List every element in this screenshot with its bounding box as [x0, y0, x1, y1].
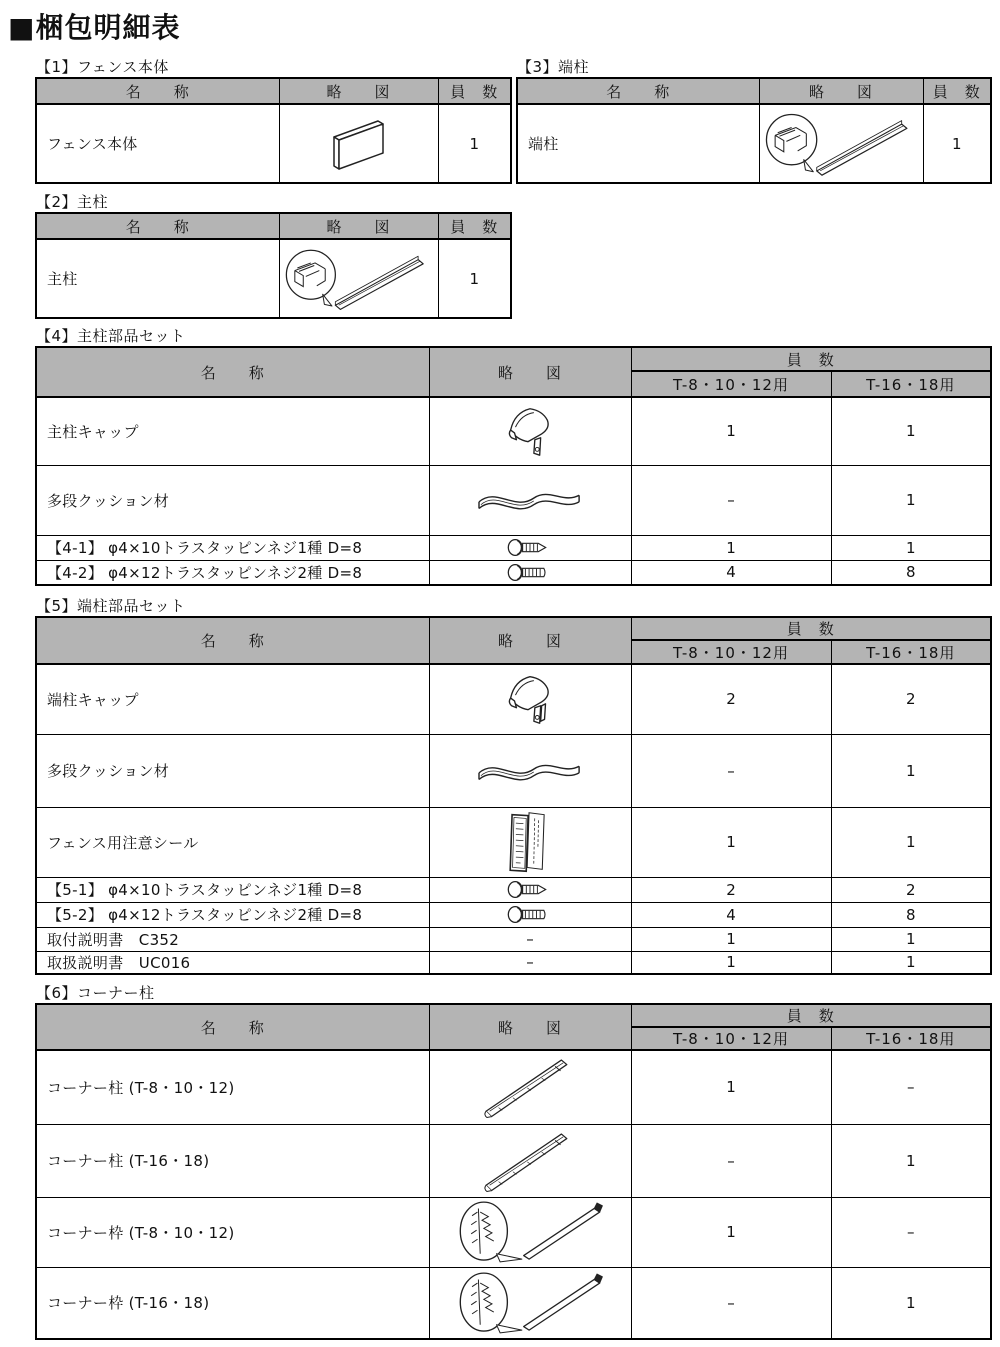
item-qty-cell: –	[631, 1124, 831, 1197]
table-row	[36, 734, 991, 807]
item-qty-cell: 2	[831, 664, 991, 734]
item-qty-cell: 2	[831, 877, 991, 902]
cushion-sketch-icon	[469, 483, 591, 517]
col-header-sketch: 略 図	[429, 347, 631, 397]
item-qty-cell: 4	[631, 902, 831, 927]
col-header-qty-t16: T-16・18用	[831, 640, 991, 664]
col-header-sketch: 略 図	[279, 213, 438, 239]
corner-post-sketch-icon	[471, 1052, 589, 1122]
table-caption-end-post: 【3】端柱	[517, 58, 590, 76]
post-sketch-icon	[763, 106, 919, 182]
item-qty-cell: 1	[631, 535, 831, 560]
table-row	[36, 951, 991, 974]
col-header-qty: 員 数	[923, 78, 991, 104]
col-header-sketch: 略 図	[279, 78, 438, 104]
item-name-cell: 【5-1】 φ4×10トラスタッピンネジ1種 D=8	[36, 877, 429, 902]
table-caption-fence-body: 【1】フェンス本体	[36, 58, 169, 76]
table-row	[36, 1267, 991, 1339]
item-qty-cell: 1	[831, 734, 991, 807]
item-qty-cell: 1	[631, 927, 831, 951]
table-row	[36, 902, 991, 927]
table-main-post	[35, 212, 512, 319]
item-name-cell: コーナー枠 (T-8・10・12)	[36, 1197, 429, 1267]
table-row	[36, 877, 991, 902]
corner-frame-sketch-icon	[444, 1270, 616, 1336]
item-name-cell: 主柱	[36, 239, 279, 318]
col-header-sketch: 略 図	[759, 78, 923, 104]
item-qty-cell: 8	[831, 560, 991, 585]
table-caption-main-post-parts: 【4】主柱部品セット	[36, 327, 186, 345]
col-header-name: 名 称	[36, 617, 429, 664]
item-sketch-cell	[429, 734, 631, 807]
item-qty-cell: 1	[831, 1124, 991, 1197]
item-qty-cell: 1	[831, 951, 991, 974]
item-sketch-cell	[429, 1197, 631, 1267]
table-row	[36, 1124, 991, 1197]
table-caption-end-post-parts: 【5】端柱部品セット	[36, 597, 186, 615]
col-header-qty-group: 員 数	[631, 347, 991, 371]
item-sketch-cell	[429, 1124, 631, 1197]
item-qty-cell: –	[831, 1197, 991, 1267]
item-name-cell: 【4-1】 φ4×10トラスタッピンネジ1種 D=8	[36, 535, 429, 560]
item-name-cell: 取付説明書 C352	[36, 927, 429, 951]
item-sketch-cell	[429, 807, 631, 877]
table-row	[36, 1197, 991, 1267]
table-row	[36, 465, 991, 535]
col-header-qty-t8: T-8・10・12用	[631, 371, 831, 397]
item-sketch-cell	[429, 397, 631, 465]
item-qty-cell: –	[631, 465, 831, 535]
post-sketch-icon	[283, 241, 435, 317]
table-row	[36, 560, 991, 585]
col-header-qty-t16: T-16・18用	[831, 371, 991, 397]
item-qty-cell: 1	[831, 1267, 991, 1339]
col-header-qty-t16: T-16・18用	[831, 1027, 991, 1050]
corner-post-sketch-icon	[471, 1126, 589, 1196]
screw-type1-sketch-icon	[506, 538, 554, 557]
table-corner-post	[35, 1003, 992, 1340]
item-qty-cell: 1	[631, 397, 831, 465]
item-sketch-cell	[759, 104, 923, 183]
item-qty-cell: 1	[438, 104, 511, 183]
table-row	[36, 239, 511, 318]
col-header-name: 名 称	[36, 213, 279, 239]
table-row	[36, 535, 991, 560]
table-end-post-parts	[35, 616, 992, 975]
item-qty-cell: 8	[831, 902, 991, 927]
table-fence-body	[35, 77, 512, 184]
item-qty-cell: 1	[631, 1197, 831, 1267]
item-sketch-cell	[429, 664, 631, 734]
table-row	[36, 1050, 991, 1124]
col-header-name: 名 称	[517, 78, 759, 104]
table-row	[36, 807, 991, 877]
table-row	[36, 104, 511, 183]
item-sketch-cell	[279, 239, 438, 318]
caution-sticker-sketch-icon	[503, 809, 557, 875]
item-qty-cell: 1	[631, 951, 831, 974]
item-name-cell: 多段クッション材	[36, 465, 429, 535]
table-row	[517, 104, 991, 183]
screw-type1-sketch-icon	[506, 880, 554, 899]
item-qty-cell: 1	[438, 239, 511, 318]
col-header-name: 名 称	[36, 347, 429, 397]
cap-sketch-icon	[499, 401, 561, 461]
table-end-post	[516, 77, 992, 184]
item-qty-cell: 1	[831, 535, 991, 560]
item-qty-cell: 1	[831, 807, 991, 877]
screw-type2-sketch-icon	[506, 905, 554, 924]
col-header-qty: 員 数	[438, 213, 511, 239]
item-sketch-cell	[429, 1267, 631, 1339]
table-main-post-parts	[35, 346, 992, 586]
item-name-cell: 端柱	[517, 104, 759, 183]
item-qty-cell: 4	[631, 560, 831, 585]
item-name-cell: コーナー柱 (T-8・10・12)	[36, 1050, 429, 1124]
item-sketch-cell	[429, 560, 631, 585]
item-name-cell: フェンス用注意シール	[36, 807, 429, 877]
item-qty-cell: 1	[631, 1050, 831, 1124]
item-name-cell: 取扱説明書 UC016	[36, 951, 429, 974]
col-header-name: 名 称	[36, 78, 279, 104]
item-name-cell: 多段クッション材	[36, 734, 429, 807]
item-name-cell: フェンス本体	[36, 104, 279, 183]
item-name-cell: 【4-2】 φ4×12トラスタッピンネジ2種 D=8	[36, 560, 429, 585]
table-caption-corner-post: 【6】コーナー柱	[36, 984, 155, 1002]
cap-sketch-icon	[499, 668, 561, 730]
item-sketch-cell	[429, 1050, 631, 1124]
table-row	[36, 927, 991, 951]
item-sketch-cell	[429, 465, 631, 535]
item-sketch-cell: –	[429, 951, 631, 974]
col-header-qty-group: 員 数	[631, 1004, 991, 1027]
item-qty-cell: –	[631, 1267, 831, 1339]
col-header-sketch: 略 図	[429, 1004, 631, 1050]
col-header-qty-t8: T-8・10・12用	[631, 1027, 831, 1050]
item-sketch-cell	[279, 104, 438, 183]
col-header-sketch: 略 図	[429, 617, 631, 664]
table-row	[36, 397, 991, 465]
cushion-sketch-icon	[469, 754, 591, 788]
item-qty-cell: 1	[631, 807, 831, 877]
item-sketch-cell	[429, 535, 631, 560]
item-sketch-cell	[429, 902, 631, 927]
page-title: ■梱包明細表	[8, 11, 181, 44]
item-sketch-cell	[429, 877, 631, 902]
item-qty-cell: 2	[631, 877, 831, 902]
item-qty-cell: –	[831, 1050, 991, 1124]
col-header-qty-group: 員 数	[631, 617, 991, 640]
screw-type2-sketch-icon	[506, 563, 554, 582]
item-qty-cell: 1	[831, 397, 991, 465]
item-qty-cell: –	[631, 734, 831, 807]
item-qty-cell: 1	[923, 104, 991, 183]
col-header-qty-t8: T-8・10・12用	[631, 640, 831, 664]
item-qty-cell: 2	[631, 664, 831, 734]
col-header-qty: 員 数	[438, 78, 511, 104]
item-name-cell: コーナー枠 (T-16・18)	[36, 1267, 429, 1339]
item-sketch-cell: –	[429, 927, 631, 951]
item-qty-cell: 1	[831, 927, 991, 951]
corner-frame-sketch-icon	[444, 1199, 616, 1265]
item-name-cell: 主柱キャップ	[36, 397, 429, 465]
table-caption-main-post: 【2】主柱	[36, 193, 109, 211]
table-row	[36, 664, 991, 734]
item-qty-cell: 1	[831, 465, 991, 535]
item-name-cell: 【5-2】 φ4×12トラスタッピンネジ2種 D=8	[36, 902, 429, 927]
item-name-cell: 端柱キャップ	[36, 664, 429, 734]
item-name-cell: コーナー柱 (T-16・18)	[36, 1124, 429, 1197]
fence-panel-sketch-icon	[326, 115, 392, 173]
col-header-name: 名 称	[36, 1004, 429, 1050]
